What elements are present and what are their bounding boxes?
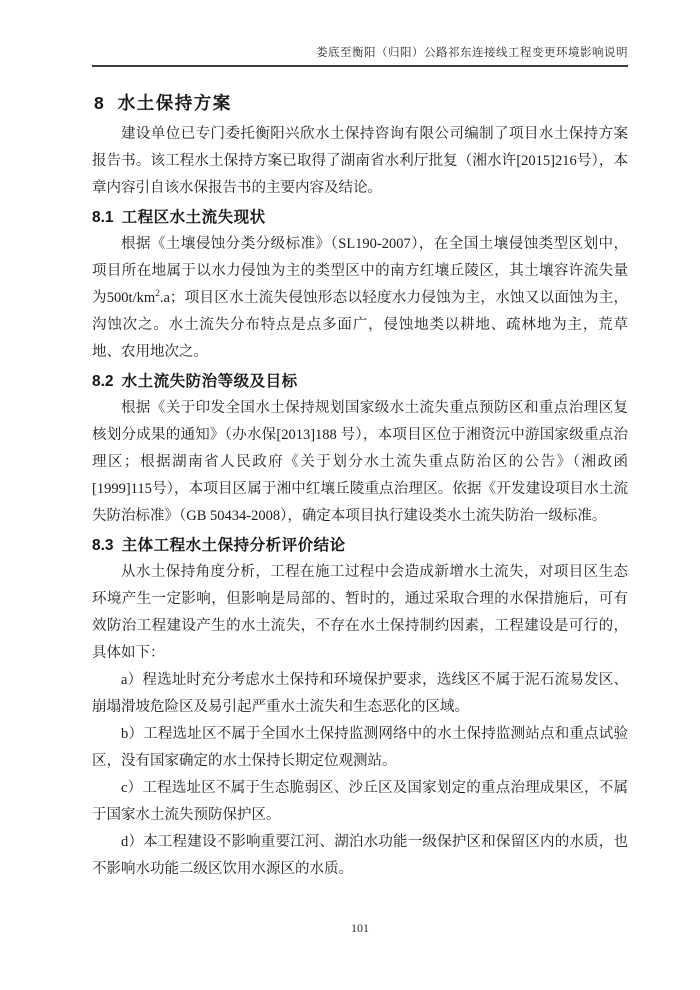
page-content (92, 90, 628, 883)
section-title-8-3: 主体工程水土保持分析评价结论 (121, 537, 346, 554)
chapter-intro-paragraph: 建设单位已专门委托衡阳兴欣水土保持咨询有限公司编制了项目水土保持方案报告书。该工程水土保持方案已取得了湖南省水利厅批复（湘水许[2015]216号），本章内容引自该水保报告书的主要内容及结论。 (92, 126, 628, 196)
chapter-heading (94, 92, 628, 114)
running-header: 娄底至衡阳（归阳）公路祁东连接线工程变更环境影响说明 (92, 47, 628, 67)
conclusion-item-b: b）工程选址区不属于全国水土保持监测网络中的水土保持监测站点和重点试验区，没有国家确定的水土保持长期定位观测站。 (92, 726, 628, 769)
conclusion-item-c: c）工程选址区不属于生态脆弱区、沙丘区及国家划定的重点治理成果区，不属于国家水土流失预防保护区。 (92, 780, 628, 823)
section-number-8-2: 8.2 (92, 373, 114, 390)
page-number: 101 (351, 921, 369, 935)
superscript-2: 2 (155, 289, 160, 300)
section-title-8-1: 工程区水土流失现状 (121, 209, 266, 226)
section-number-8-1: 8.1 (92, 209, 114, 226)
section-8-1-paragraph (92, 231, 628, 366)
section-title-8-2: 水土流失防治等级及目标 (121, 373, 298, 390)
chapter-number: 8 (94, 93, 104, 113)
section-heading-8-3 (92, 537, 628, 554)
section-number-8-3: 8.3 (92, 537, 114, 554)
section-heading-8-1 (92, 209, 628, 226)
section-8-2-paragraph: 根据《关于印发全国水土保持规划国家级水土流失重点预防区和重点治理区复核划分成果的通知》（办水保[2013]188 号），本项目区位于湘资沅中游国家级重点治理区；根据湖南省人民政府《关于划分水土流失重点防治区的公告》（湘政函[1999]115号），本项目区属于湘中红壤丘陵重点治理区。依据《开发建设项目水土流失防治标准》（GB 50434-2008），确定本项目执行建设类水土流失防治一级标准。 (92, 400, 628, 524)
chapter-title: 水土保持方案 (117, 93, 232, 113)
section-8-1-text-before-superscript: 根据《土壤侵蚀分类分级标准》（SL190-2007），在全国土壤侵蚀类型区划中，项目所在地属于以水力侵蚀为主的类型区中的南方红壤丘陵区，其土壤容许流失量为500t/km (92, 236, 628, 306)
section-8-1-text-after-superscript: .a；项目区水土流失侵蚀形态以轻度水力侵蚀为主，水蚀又以面蚀为主，沟蚀次之。水土流失分布特点是点多面广，侵蚀地类以耕地、疏林地为主，荒草地、农用地次之。 (92, 290, 628, 360)
section-heading-8-2 (92, 373, 628, 390)
conclusion-item-d: d）本工程建设不影响重要江河、湖泊水功能一级保护区和保留区内的水质，也不影响水功能二级区饮用水源区的水质。 (92, 834, 628, 877)
section-8-3-paragraph: 从水土保持角度分析，工程在施工过程中会造成新增水土流失，对项目区生态环境产生一定影响，但影响是局部的、暂时的，通过采取合理的水保措施后，可有效防治工程建设产生的水土流失，不存在水土保持制约因素，工程建设是可行的，具体如下： (92, 564, 628, 661)
conclusion-item-a: a）程选址时充分考虑水土保持和环境保护要求，选线区不属于泥石流易发区、崩塌滑坡危险区及易引起严重水土流失和生态恶化的区域。 (92, 672, 628, 715)
